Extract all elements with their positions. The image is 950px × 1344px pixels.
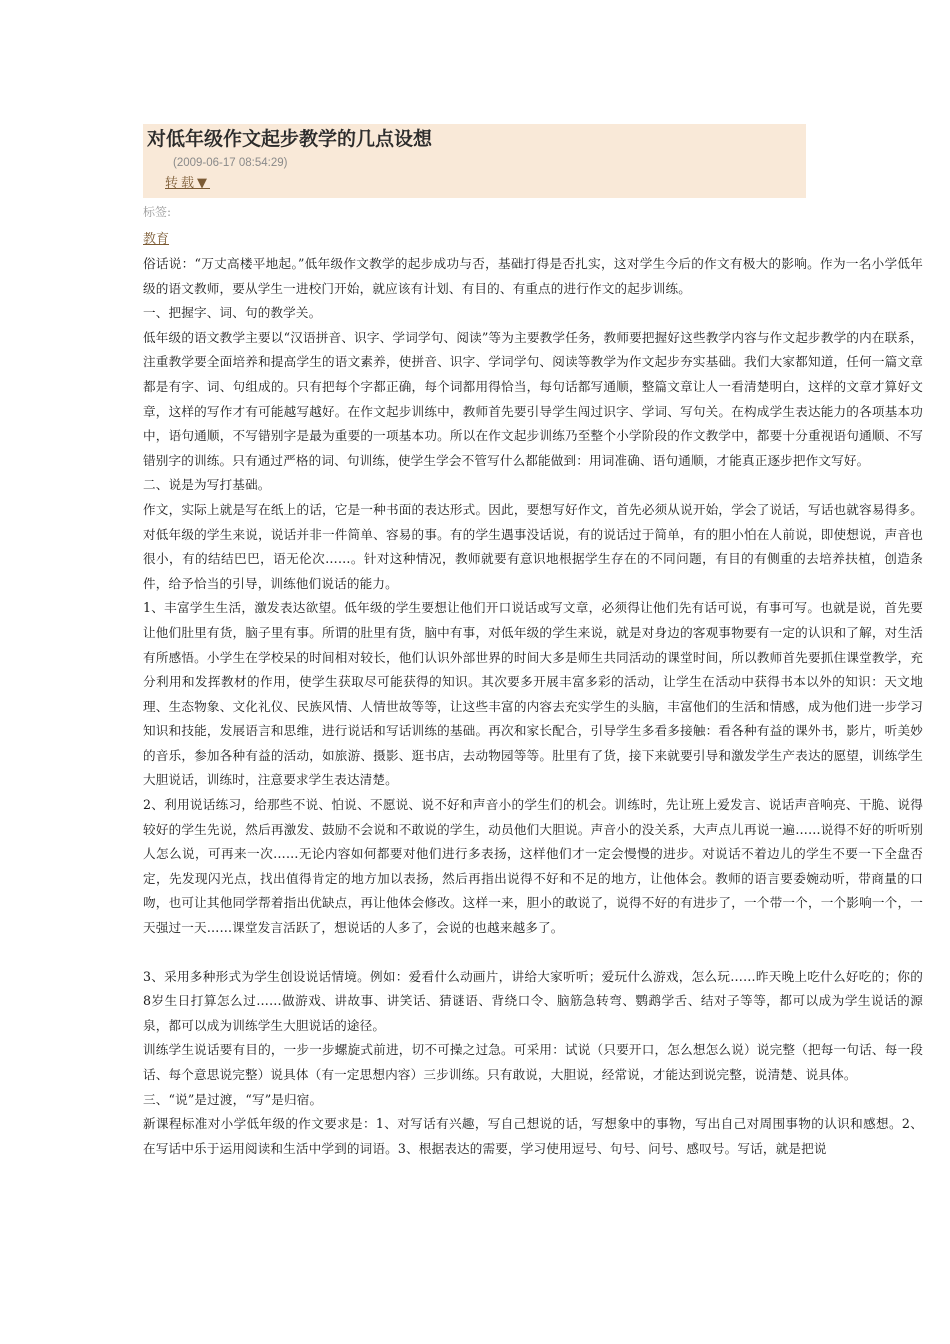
paragraph: 训练学生说话要有目的，一步一步螺旋式前进，切不可操之过急。可采用：试说（只要开口，怎么想怎么说）说完整（把每一句话、每一段话、每个意思说完整）说具体（有一定思想内容）三步训练。只有敢说，大胆说，经常说，才能达到说完整，说清楚、说具体。	[143, 1042, 923, 1082]
article-title: 对低年级作文起步教学的几点设想	[147, 128, 433, 150]
paragraph: 俗话说：“万丈高楼平地起。”低年级作文教学的起步成功与否，基础打得是否扎实，这对学生今后的作文有极大的影响。作为一名小学低年级的语文教师，要从学生一进校门开始，就应该有计划、有目的、有重点的进行作文的起步训练。	[143, 256, 923, 296]
tags-label: 标签:	[143, 205, 172, 219]
paragraph: 作文，实际上就是写在纸上的话，它是一种书面的表达形式。因此，要想写好作文，首先必须从说开始，学会了说话，写话也就容易得多。对低年级的学生来说，说话并非一件简单、容易的事。有的学生遇事没话说，有的说话过于简单，有的胆小怕在人前说，即使想说，声音也很小，有的结结巴巴，语无伦次……。针对这种情况，教师就要有意识地根据学生存在的不同问题，有目的有侧重的去培养扶植，创造条件，给予恰当的引导，训练他们说话的能力。	[143, 501, 923, 591]
paragraph: 低年级的语文教学主要以“汉语拼音、识字、学词学句、阅读”等为主要教学任务，教师要把握好这些教学内容与作文起步教学的内在联系，注重教学要全面培养和提高学生的语文素养，使拼音、识字、学词学句、阅读等教学为作文起步夯实基础。我们大家都知道，任何一篇文章都是有字、词、句组成的。只有把每个字都正确，每个词都用得恰当，每句话都写通顺，整篇文章让人一看清楚明白，这样的文章才算好文章，这样的写作才有可能越写越好。在作文起步训练中，教师首先要引导学生闯过识字、学词、写句关。在构成学生表达能力的各项基本功中，语句通顺，不写错别字是最为重要的一项基本功。所以在作文起步训练乃至整个小学阶段的作文教学中，都要十分重视语句通顺、不写错别字的训练。只有通过严格的词、句训练，使学生学会不管写什么都能做到：用词准确、语句通顺，才能真正逐步把作文写好。	[143, 329, 923, 468]
paragraph: 3、采用多种形式为学生创设说话情境。例如：爱看什么动画片，讲给大家听听；爱玩什么游戏，怎么玩……昨天晚上吃什么好吃的；你的8岁生日打算怎么过……做游戏、讲故事、讲笑话、猜谜语、背绕口令、脑筋急转弯、鹦鹉学舌、结对子等等，都可以成为学生说话的源泉，都可以成为训练学生大胆说话的途径。	[143, 968, 923, 1033]
tag-link-education[interactable]: 教育	[143, 232, 170, 247]
article-header	[143, 124, 806, 198]
post-timestamp: (2009-06-17 08:54:29)	[173, 157, 288, 169]
paragraph: 新课程标准对小学低年级的作文要求是：1、对写话有兴趣，写自己想说的话，写想象中的事物，写出自己对周围事物的认识和感想。2、在写话中乐于运用阅读和生活中学到的词语。3、根据表达的需要，学习使用逗号、句号、问号、感叹号。写话，就是把说	[143, 1116, 923, 1156]
section-heading: 二、说是为写打基础。	[143, 477, 271, 493]
paragraph: 1、丰富学生生活，激发表达欲望。低年级的学生要想让他们开口说话或写文章，必须得让他们先有话可说，有事可写。也就是说，首先要让他们肚里有货，脑子里有事。所谓的肚里有货，脑中有事，对低年级的学生来说，就是对身边的客观事物要有一定的认识和了解，对生活有所感悟。小学生在学校呆的时间相对较长，他们认识外部世界的时间大多是师生共同活动的课堂时间，所以教师首先要抓住课堂教学，充分利用和发挥教材的作用，使学生获取尽可能获得的知识。其次要多开展丰富多彩的活动，让学生在活动中获得书本以外的知识：天文地理、生态物象、文化礼仪、民族风情、人情世故等等，让这些丰富的内容去充实学生的头脑，丰富他们的生活和情感，成为他们进一步学习知识和技能，发展语言和思维，进行说话和写话训练的基础。再次和家长配合，引导学生多看多接触：看各种有益的课外书，影片，听美妙的音乐，参加各种有益的活动，如旅游、摄影、逛书店，去动物园等等。肚里有了货，接下来就要引导和激发学生产表达的愿望，训练学生大胆说话，训练时，注意要求学生表达清楚。	[143, 600, 923, 788]
article-body	[143, 252, 923, 1161]
section-heading: 一、把握字、词、句的教学关。	[143, 305, 322, 321]
section-heading: 三、“说”是过渡，“写”是归宿。	[143, 1091, 323, 1107]
article	[143, 124, 923, 1161]
repost-link[interactable]: 转载▼	[165, 176, 210, 191]
paragraph: 2、利用说话练习，给那些不说、怕说、不愿说、说不好和声音小的学生们的机会。训练时，先让班上爱发言、说话声音响亮、干脆、说得较好的学生先说，然后再激发、鼓励不会说和不敢说的学生，动员他们大胆说。声音小的没关系，大声点儿再说一遍……说得不好的听听别人怎么说，可再来一次……无论内容如何都要对他们进行多表扬，这样他们才一定会慢慢的进步。对说话不着边儿的学生不要一下全盘否定，先发现闪光点，找出值得肯定的地方加以表扬，然后再指出说得不好和不足的地方，让他体会。教师的语言要委婉动听，带商量的口吻，也可让其他同学帮着指出优缺点，再让他体会修改。这样一来，胆小的敢说了，说得不好的有进步了，一个带一个，一个影响一个，一天强过一天……课堂发言活跃了，想说话的人多了，会说的也越来越多了。	[143, 797, 923, 936]
